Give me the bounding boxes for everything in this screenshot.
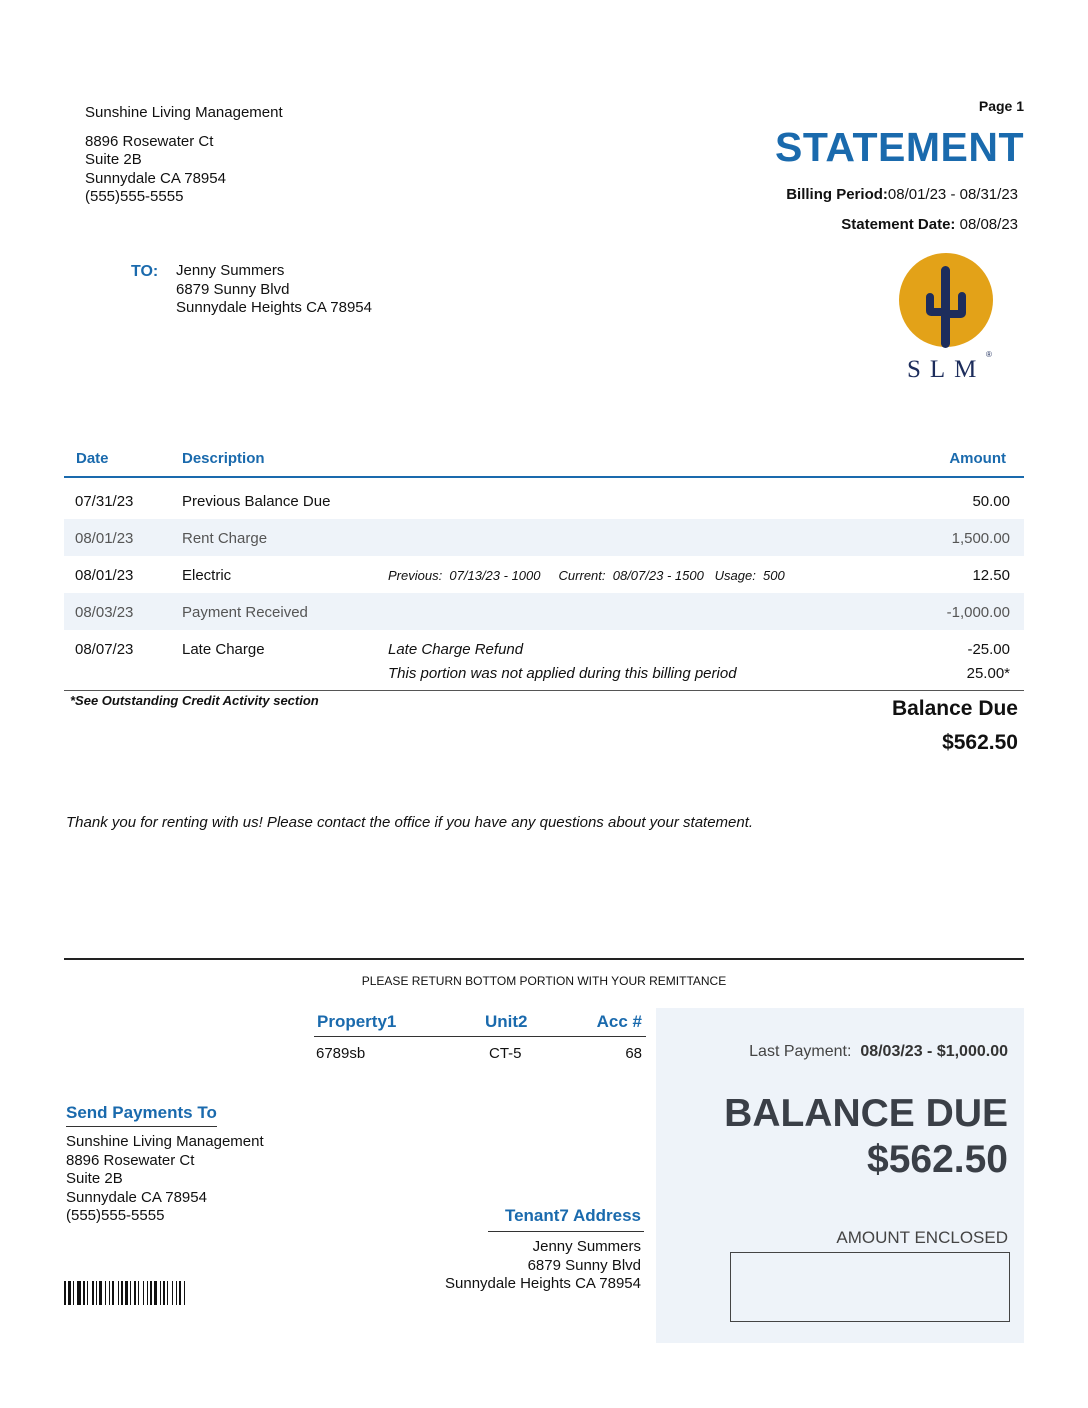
table-row — [64, 519, 1024, 556]
last-payment-label: Last Payment: — [749, 1043, 852, 1060]
billing-period — [786, 186, 1018, 203]
payee-address-line: 8896 Rosewater Ct — [66, 1151, 195, 1169]
tenant-address-title: Tenant7 Address — [504, 1206, 641, 1225]
last-payment-value: 08/03/23 - $1,000.00 — [860, 1043, 1008, 1060]
cut-line — [64, 958, 1024, 960]
amount-enclosed-field[interactable] — [730, 1252, 1010, 1322]
thank-you-message: Thank you for renting with us! Please contact the office if you have any questions about your statement. — [66, 814, 754, 831]
barcode-bar — [112, 1281, 114, 1305]
tenant-address-block — [445, 1238, 641, 1294]
barcode-bar — [121, 1281, 123, 1305]
payee-phone: (555)555-5555 — [66, 1207, 165, 1224]
table-row — [64, 482, 1024, 519]
balance-due-label: Balance Due — [891, 697, 1018, 720]
table-row — [64, 593, 1024, 630]
column-header-description: Description — [182, 450, 265, 467]
row-description: Previous Balance Due — [182, 493, 331, 510]
balance-due-value: $562.50 — [942, 731, 1018, 754]
barcode-bar — [77, 1281, 81, 1305]
statement-date-label: Statement Date: — [841, 216, 956, 233]
property-value: 6789sb — [316, 1045, 366, 1062]
barcode-bar — [99, 1281, 102, 1305]
payee-name: Sunshine Living Management — [66, 1133, 264, 1150]
row-amount: 50.00 — [972, 493, 1010, 510]
credit-footnote: *See Outstanding Credit Activity section — [70, 693, 319, 708]
row-meter-note: Previous: 07/13/23 - 1000 Current: 08/07/23 - 1500 Usage: 500 — [388, 568, 785, 583]
account-header: Acc # — [596, 1012, 642, 1031]
table-header — [64, 440, 1024, 478]
row-date: 08/01/23 — [75, 567, 134, 584]
barcode-bar — [130, 1281, 131, 1305]
tenant-address-rule — [488, 1231, 644, 1232]
tenant-address-line: Sunnydale Heights CA 78954 — [445, 1275, 641, 1292]
sender-name: Sunshine Living Management — [85, 104, 283, 121]
row-description: Late Charge — [182, 641, 265, 658]
row-description: Payment Received — [182, 604, 308, 621]
registered-mark: ® — [986, 350, 992, 359]
statement-title: STATEMENT — [775, 124, 1024, 170]
barcode-bar — [125, 1281, 128, 1305]
row-date: 08/03/23 — [75, 604, 134, 621]
account-value: 68 — [625, 1045, 642, 1062]
barcode-bar — [138, 1281, 139, 1305]
unit-value: CT-5 — [489, 1045, 522, 1062]
barcode-bar — [154, 1281, 157, 1305]
sender-address-line: Suite 2B — [85, 151, 142, 168]
barcode-bar — [68, 1281, 71, 1305]
statement-date — [841, 216, 1018, 233]
amount-enclosed-label: AMOUNT ENCLOSED — [836, 1228, 1008, 1247]
barcode-bar — [118, 1281, 119, 1305]
column-header-date: Date — [76, 450, 109, 467]
barcode-bar — [105, 1281, 106, 1305]
barcode-bar — [150, 1281, 152, 1305]
row-note-secondary: This portion was not applied during this billing period — [388, 665, 737, 682]
table-row — [64, 630, 1024, 691]
payee-address-line: Sunnydale CA 78954 — [66, 1188, 207, 1206]
barcode-bar — [143, 1281, 144, 1305]
barcode-bar — [64, 1281, 66, 1305]
sender-address-line: Sunnydale CA 78954 — [85, 169, 226, 187]
remit-balance-due-value: $562.50 — [867, 1138, 1008, 1181]
sender-address-line: 8896 Rosewater Ct — [85, 132, 214, 150]
barcode-bar — [160, 1281, 161, 1305]
page-number: Page 1 — [978, 98, 1024, 114]
barcode-bar — [163, 1281, 165, 1305]
logo-text: SLM — [907, 356, 986, 383]
row-date: 08/01/23 — [75, 530, 134, 547]
row-description: Electric — [182, 567, 232, 584]
row-date: 07/31/23 — [75, 493, 134, 510]
barcode-bar — [92, 1281, 94, 1305]
tenant-name: Jenny Summers — [532, 1238, 641, 1255]
recipient-address-line: 6879 Sunny Blvd — [176, 280, 290, 298]
row-amount: -25.00 — [967, 641, 1010, 658]
barcode-bar — [167, 1281, 168, 1305]
barcode-bar — [147, 1281, 148, 1305]
tenant-address-line: 6879 Sunny Blvd — [527, 1256, 641, 1274]
table-row — [64, 556, 1024, 593]
send-payments-title: Send Payments To — [66, 1103, 217, 1127]
sender-phone: (555)555-5555 — [85, 188, 184, 205]
remit-balance-due-label: BALANCE DUE — [724, 1092, 1008, 1135]
column-header-amount: Amount — [949, 450, 1006, 467]
transactions-table — [64, 440, 1024, 691]
statement-date-value: 08/08/23 — [959, 216, 1018, 233]
barcode-bar — [109, 1281, 110, 1305]
unit-header: Unit2 — [485, 1012, 528, 1031]
to-label: TO: — [131, 263, 159, 280]
row-amount-secondary: 25.00* — [966, 665, 1010, 682]
barcode-bar — [83, 1281, 85, 1305]
billing-period-label: Billing Period: — [786, 186, 888, 203]
remittance-instruction: PLEASE RETURN BOTTOM PORTION WITH YOUR REMITTANCE — [361, 974, 727, 988]
barcode-bar — [134, 1281, 136, 1305]
property-header: Property1 — [317, 1012, 397, 1031]
recipient-address-block — [176, 262, 372, 318]
recipient-name: Jenny Summers — [176, 262, 285, 279]
payee-address-line: Suite 2B — [66, 1170, 123, 1187]
billing-period-value: 08/01/23 - 08/31/23 — [887, 186, 1018, 203]
barcode-bar — [179, 1281, 181, 1305]
barcode — [64, 1281, 257, 1305]
account-header-rule — [314, 1036, 646, 1037]
barcode-bar — [96, 1281, 97, 1305]
barcode-bar — [73, 1281, 74, 1305]
send-payments-address — [66, 1133, 264, 1226]
barcode-bar — [87, 1281, 88, 1305]
sender-address-block — [85, 104, 283, 207]
company-logo — [895, 252, 1005, 384]
row-note: Late Charge Refund — [388, 641, 524, 658]
barcode-bar — [172, 1281, 173, 1305]
last-payment — [749, 1043, 1008, 1061]
recipient-address-line: Sunnydale Heights CA 78954 — [176, 299, 372, 316]
row-amount: 12.50 — [972, 567, 1010, 584]
barcode-bar — [184, 1281, 185, 1305]
row-date: 08/07/23 — [75, 641, 134, 658]
row-amount: 1,500.00 — [951, 530, 1010, 547]
barcode-bar — [176, 1281, 177, 1305]
row-description: Rent Charge — [182, 530, 268, 547]
row-amount: -1,000.00 — [946, 604, 1010, 621]
